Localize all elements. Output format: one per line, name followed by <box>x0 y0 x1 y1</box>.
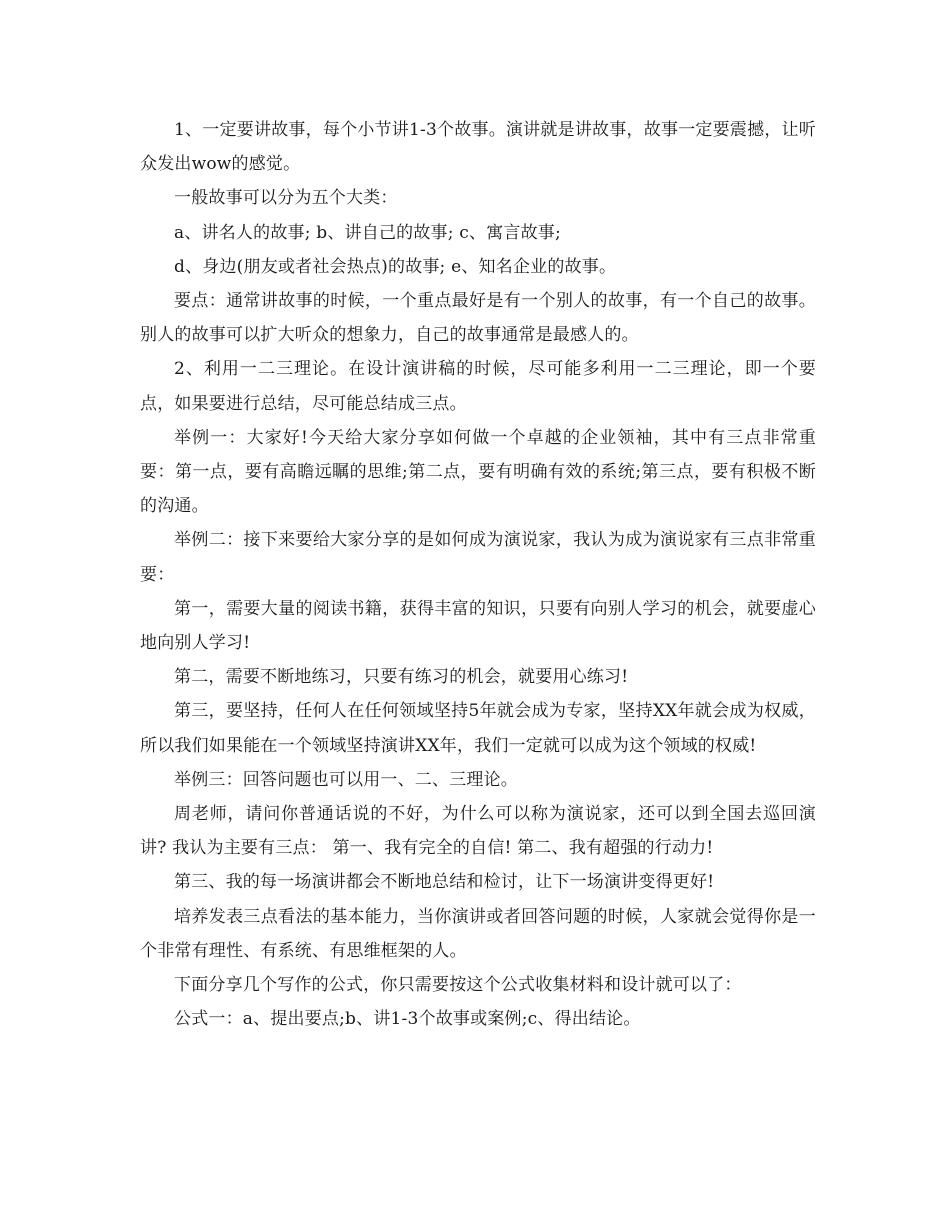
paragraph-example-one: 举例一：大家好!今天给大家分享如何做一个卓越的企业领袖，其中有三点非常重要：第一点，要有高瞻远瞩的思维;第二点，要有明确有效的系统;第三点，要有积极不断的沟通。 <box>140 427 816 517</box>
paragraph-example-three: 举例三：回答问题也可以用一、二、三理论。 <box>174 769 518 790</box>
paragraph-story-categories-de: d、身边(朋友或者社会热点)的故事; e、知名企业的故事。 <box>174 256 617 277</box>
paragraph-key-points: 要点：通常讲故事的时候，一个重点最好是有一个别人的故事，有一个自己的故事。别人的故事可以扩大听众的想象力，自己的故事通常是最感人的。 <box>140 291 816 346</box>
document-body <box>140 113 816 1036</box>
paragraph-story-categories-abc: a、讲名人的故事; b、讲自己的故事; c、寓言故事; <box>174 222 561 243</box>
paragraph-formula-one: 公式一：a、提出要点;b、讲1-3个故事或案例;c、得出结论。 <box>174 1009 641 1030</box>
paragraph-one-two-three-theory: 2、利用一二三理论。在设计演讲稿的时候，尽可能多利用一二三理论，即一个要点，如果要进行总结，尽可能总结成三点。 <box>140 359 816 414</box>
paragraph-story-categories-intro: 一般故事可以分为五个大类： <box>174 188 398 209</box>
paragraph-third-point: 第三，要坚持，任何人在任何领域坚持5年就会成为专家，坚持XX年就会成为权威，所以我们如果能在一个领域坚持演讲XX年，我们一定就可以成为这个领域的权威! <box>140 701 816 756</box>
paragraph-third-answer: 第三、我的每一场演讲都会不断地总结和检讨，让下一场演讲变得更好! <box>174 872 715 893</box>
paragraph-example-two: 举例二：接下来要给大家分享的是如何成为演说家，我认为成为演说家有三点非常重要： <box>140 530 816 585</box>
paragraph-three-views: 培养发表三点看法的基本能力，当你演讲或者回答问题的时候，人家就会觉得你是一个非常有理性、有系统、有思维框架的人。 <box>140 906 816 961</box>
paragraph-teacher-question: 周老师，请问你普通话说的不好，为什么可以称为演说家，还可以到全国去巡回演讲? 我认为主要有三点： 第一、我有完全的自信! 第二、我有超强的行动力! <box>140 804 816 859</box>
paragraph-writing-formulas: 下面分享几个写作的公式，你只需要按这个公式收集材料和设计就可以了： <box>174 975 742 996</box>
paragraph-first-point: 第一，需要大量的阅读书籍，获得丰富的知识，只要有向别人学习的机会，就要虚心地向别人学习! <box>140 598 816 654</box>
paragraph-tell-stories: 1、一定要讲故事，每个小节讲1-3个故事。演讲就是讲故事，故事一定要震撼，让听众发出wow的感觉。 <box>140 120 816 175</box>
paragraph-second-point: 第二，需要不断地练习，只要有练习的机会，就要用心练习! <box>174 667 629 688</box>
